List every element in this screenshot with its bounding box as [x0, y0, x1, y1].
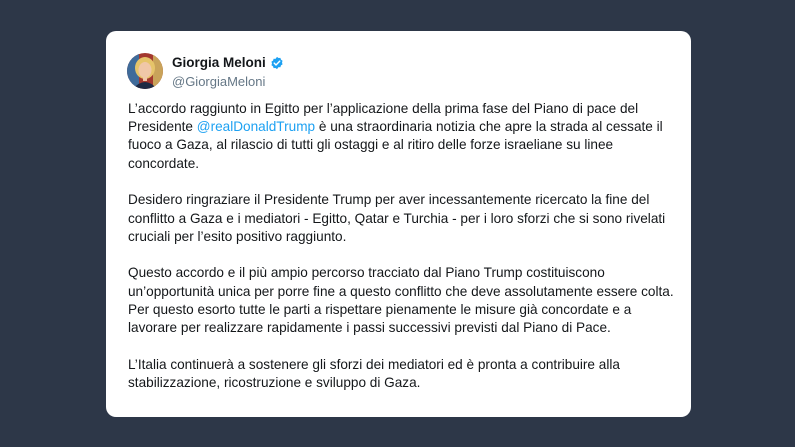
tweet-paragraph-3: Questo accordo e il più ampio percorso tracciato dal Piano Trump costituiscono un’opportunità unica per porre fine a questo conflitto che deve assolutamente essere colta. Per questo esorto tutte le parti a rispettare pienamente le misure già concordate e a lavorare per realizzare rapidamente i passi successivi previsti dal Piano di Pace.: [128, 265, 674, 336]
tweet-paragraph-4: L’Italia continuerà a sostenere gli sforzi dei mediatori ed è pronta a contribuire alla stabilizzazione, ricostruzione e sviluppo di Gaza.: [128, 356, 620, 390]
tweet-paragraph-2: Desidero ringraziare il Presidente Trump per aver incessantemente ricercato la fine del conflitto a Gaza e i mediatori - Egitto, Qatar e Turchia - per i loro sforzi che si sono rivelati cruciali per l’esito positivo raggiunto.: [128, 192, 666, 244]
tweet-paragraph-1: [128, 100, 676, 173]
tweet-paragraph-1-before: L’accordo raggiunto in Egitto per l’applicazione della prima fase del Piano di pace del Presidente: [128, 101, 639, 135]
tweet-card: [106, 31, 691, 417]
verified-badge-icon: [270, 56, 284, 70]
avatar-image: [127, 53, 163, 89]
author-names: [172, 54, 284, 89]
mention-link[interactable]: @realDonaldTrump: [196, 119, 316, 135]
handle[interactable]: @GiorgiaMeloni: [172, 73, 266, 89]
display-name[interactable]: Giorgia Meloni: [172, 55, 266, 70]
tweet-paragraph-1-after: è una straordinaria notizia che apre la strada al cessate il fuoco a Gaza, al rilascio di tutti gli ostaggi e al ritiro delle forze israeliane su linee concordate.: [128, 119, 663, 171]
tweet-text: [128, 100, 676, 392]
name-row: [172, 54, 284, 72]
tweet-header: [127, 52, 284, 90]
avatar[interactable]: [127, 53, 163, 89]
